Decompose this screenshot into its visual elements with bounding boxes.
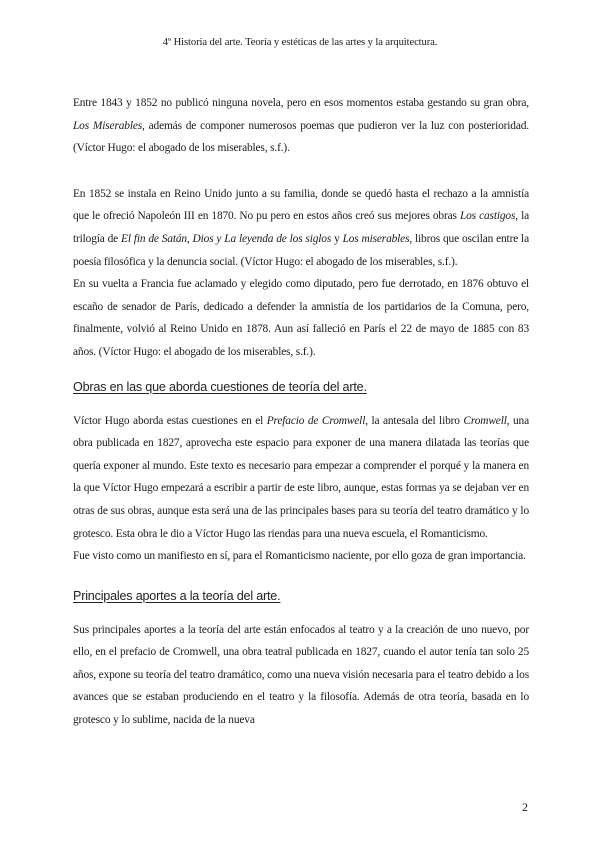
text-run: , una obra publicada en 1827, aprovecha este espacio para exponer de una manera dilatada las teorías que quería exponer al mundo. Este texto es necesario para empezar a comprender el porqué y la manera en la que Víctor Hugo empezará a escribir a partir de este libro, aunque, estas formas ya se dejaban ver en otras de sus obras, aunque esta será una de las principales bases para su teoría del teatro dramático y lo grotesco. Esta obra le dio a Víctor Hugo las riendas para una nueva escuela, el Romanticismo. — [73, 414, 529, 540]
italic-title: Los castigos — [459, 210, 516, 223]
text-run: , la trilogía de — [73, 210, 529, 245]
section-heading-wrap — [73, 380, 529, 400]
page-number: 2 — [522, 800, 528, 814]
paragraph-aportes-teatro: Sus principales aportes a la teoría del arte están enfocados al teatro y a la creación de uno nuevo, por ello, en el prefacio de Cromwell, una obra teatral publicada en 1827, cuando el autor tenía tan solo 25 años, expone su teoría del teatro dramático, como una nueva visión necesaria para el teatro debido a los avances que se estaban produciendo en el teatro y la filosofía. Además de otra teoría, basada en lo grotesco y lo sublime, nacida de la nueva — [73, 623, 529, 727]
italic-title: Los Miserables — [73, 119, 143, 132]
text-run: , además de componer numerosos poemas que pudieron ver la luz con posterioridad. (Víctor Hugo: el abogado de los miserables, s.f.). — [73, 119, 529, 155]
section-heading-wrap — [73, 589, 529, 609]
paragraph-return-france: En su vuelta a Francia fue aclamado y elegido como diputado, pero fue derrotado, en 1876 obtuvo el escaño de senador de París, dedicado a defender la amnistía de los partidarios de la Comuna, pero, finalmente, volvió al Reino Unido en 1878. Aun así falleció en París el 22 de mayo de 1885 con 83 años. (Víctor Hugo: el abogado de los miserables, s.f.). — [73, 278, 529, 358]
text-run: , libros que oscilan entre la poesía filosófica y la denuncia social. (Víctor Hugo: el abogado de los miserables, s.f.). — [73, 232, 529, 268]
text-run: y — [331, 232, 343, 245]
text-run: En 1852 se instala en Reino Unido junto a su familia, donde se quedó hasta el rechazo a la amnistía que le ofreció Napoleón III en 1870. No pu pero en estos años creó sus mejores obras — [73, 187, 529, 223]
paragraph-exile-uk — [73, 183, 529, 273]
section-heading-obras: Obras en las que aborda cuestiones de teoría del arte. — [73, 379, 367, 394]
text-run: Víctor Hugo aborda estas cuestiones en el — [73, 414, 267, 427]
running-header: 4º Historia del arte. Teoría y estéticas de las artes y la arquitectura. — [162, 37, 438, 48]
text-run: , la antesala del libro — [365, 414, 464, 427]
italic-title: El fin de Satán, Dios y La leyenda de los siglos — [121, 232, 332, 245]
italic-title: Cromwell — [463, 414, 507, 427]
italic-title: Los miserables — [342, 232, 410, 245]
paragraph-prefacio-cromwell — [73, 410, 529, 546]
section-heading-aportes: Principales aportes a la teoría del arte. — [73, 588, 281, 603]
spacer — [73, 160, 529, 183]
paragraph-manifiesto: Fue visto como un manifiesto en sí, para el Romanticismo naciente, por ello goza de gran importancia. — [73, 550, 526, 563]
paragraph-miserables-gestation — [73, 92, 529, 160]
italic-title: Prefacio de Cromwell — [266, 414, 366, 427]
text-run: Entre 1843 y 1852 no publicó ninguna novela, pero en esos momentos estaba gestando su gran obra, — [73, 97, 529, 109]
document-body — [73, 92, 529, 732]
